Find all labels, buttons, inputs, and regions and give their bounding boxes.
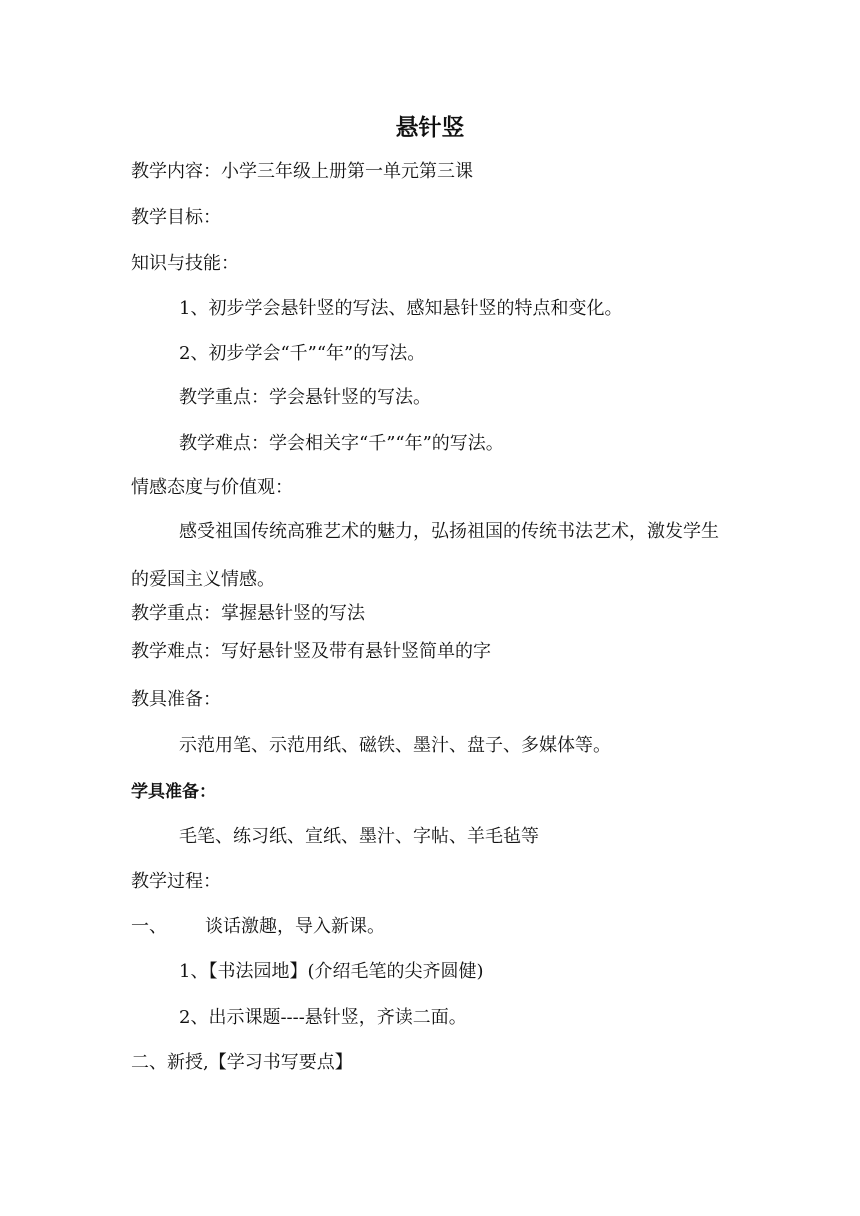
teaching-tools-heading: 教具准备： <box>131 689 221 710</box>
emotion-paragraph: 感受祖国传统高雅艺术的魅力，弘扬祖国的传统书法艺术，激发学生的爱国主义情感。 <box>131 521 719 590</box>
knowledge-skills-heading: 知识与技能： <box>131 253 239 274</box>
step-1-item-2: 2、出示课题----悬针竖，齐读二面。 <box>179 1007 467 1028</box>
knowledge-key-point: 教学重点：学会悬针竖的写法。 <box>179 387 431 408</box>
learning-tools-list: 毛笔、练习纸、宣纸、墨汁、字帖、羊毛毡等 <box>179 826 539 847</box>
knowledge-difficult-point: 教学难点：学会相关字“千”“年”的写法。 <box>179 433 504 454</box>
step-1-heading <box>131 913 385 941</box>
key-point: 教学重点：掌握悬针竖的写法 <box>131 603 365 624</box>
learning-tools-heading: 学具准备： <box>131 782 216 802</box>
teaching-content: 教学内容：小学三年级上册第一单元第三课 <box>131 161 473 182</box>
teaching-goals-heading: 教学目标： <box>131 207 221 228</box>
step-1-number: 一、 <box>131 916 167 937</box>
process-heading: 教学过程： <box>131 871 221 892</box>
knowledge-item-2: 2、初步学会“千”“年”的写法。 <box>179 343 426 364</box>
document-title: 悬针竖 <box>395 115 465 141</box>
step-1-item-1: 1、【书法园地】(介绍毛笔的尖齐圆健) <box>179 961 484 982</box>
teaching-tools-list: 示范用笔、示范用纸、磁铁、墨汁、盘子、多媒体等。 <box>179 735 611 756</box>
step-1-text: 谈话激趣，导入新课。 <box>205 916 385 937</box>
emotion-heading: 情感态度与价值观： <box>131 477 293 498</box>
difficult-point: 教学难点：写好悬针竖及带有悬针竖简单的字 <box>131 641 491 662</box>
knowledge-item-1: 1、初步学会悬针竖的写法、感知悬针竖的特点和变化。 <box>179 298 623 319</box>
step-2-heading: 二、新授,【学习书写要点】 <box>131 1052 353 1073</box>
